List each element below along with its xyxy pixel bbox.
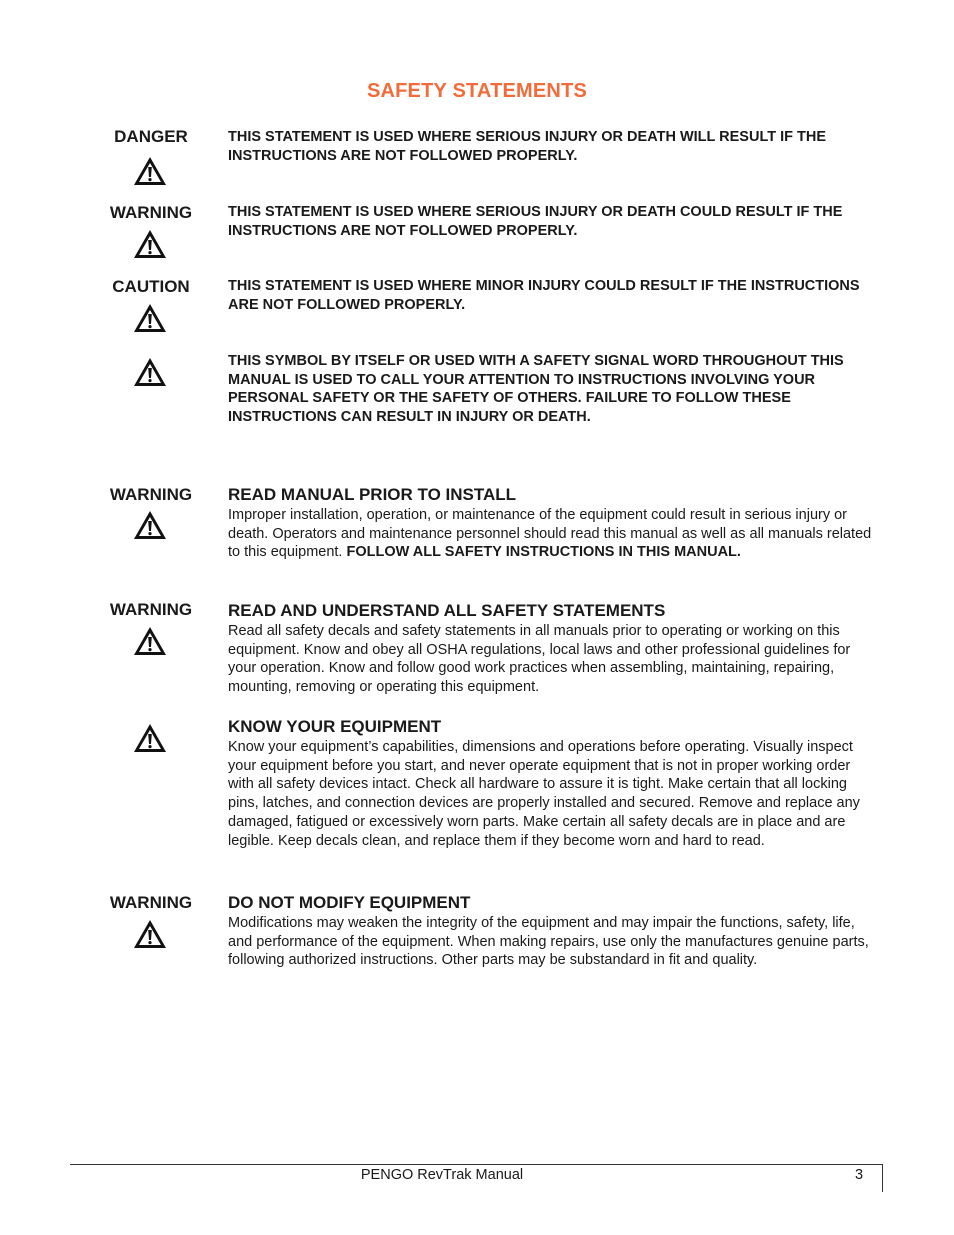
- warning-triangle-icon: [133, 303, 167, 333]
- warning-triangle-icon: [133, 229, 167, 259]
- warning-label: WARNING: [109, 203, 193, 222]
- section-warning-label: WARNING: [109, 893, 193, 912]
- page-number: 3: [855, 1167, 864, 1183]
- footer-manual-name: PENGO RevTrak Manual: [360, 1167, 524, 1183]
- warning-triangle-icon: [133, 723, 167, 753]
- warning-description: THIS STATEMENT IS USED WHERE SERIOUS INJURY OR DEATH COULD RESULT IF THE INSTRUCTIONS ARE NOT FOLLOWED PROPERLY.: [228, 204, 843, 239]
- section-title: KNOW YOUR EQUIPMENT: [228, 717, 442, 736]
- section-read-manual: [228, 485, 876, 562]
- section-title: DO NOT MODIFY EQUIPMENT: [228, 893, 471, 912]
- caution-label: CAUTION: [112, 277, 190, 296]
- section-body: Read all safety decals and safety statements in all manuals prior to operating or working on this equipment. Know and obey all OSHA regulations, local laws and other professional guidelines for your operation. Know and follow good work practices when assembling, maintaining, repairing, mounting, removing or operating this equipment.: [228, 623, 851, 696]
- section-body: Modifications may weaken the integrity of the equipment and may impair the functions, safety, life, and performance of the equipment. When making repairs, use only the manufactures genuine parts, following authorized instructions. Other parts may be substandard in fit and quality.: [228, 915, 869, 969]
- section-body-bold: FOLLOW ALL SAFETY INSTRUCTIONS IN THIS MANUAL.: [346, 544, 741, 561]
- caution-description: THIS STATEMENT IS USED WHERE MINOR INJURY COULD RESULT IF THE INSTRUCTIONS ARE NOT FOLLOWED PROPERLY.: [228, 278, 860, 313]
- danger-label: DANGER: [114, 127, 188, 146]
- danger-description: THIS STATEMENT IS USED WHERE SERIOUS INJURY OR DEATH WILL RESULT IF THE INSTRUCTIONS ARE NOT FOLLOWED PROPERLY.: [228, 129, 827, 164]
- section-title: READ MANUAL PRIOR TO INSTALL: [228, 485, 517, 504]
- section-body: [228, 506, 876, 562]
- warning-triangle-icon: [133, 510, 167, 540]
- section-know-equipment: [228, 717, 876, 850]
- warning-triangle-icon: [133, 357, 167, 387]
- warning-triangle-icon: [133, 919, 167, 949]
- page-title: SAFETY STATEMENTS: [366, 80, 588, 102]
- symbol-description: THIS SYMBOL BY ITSELF OR USED WITH A SAFETY SIGNAL WORD THROUGHOUT THIS MANUAL IS USED TO CALL YOUR ATTENTION TO INSTRUCTIONS INVOLVING YOUR PERSONAL SAFETY OR THE SAFETY OF OTHERS. FAILURE TO FOLLOW THESE INSTRUCTIONS CAN RESULT IN INJURY OR DEATH.: [228, 353, 844, 425]
- warning-triangle-icon: [133, 626, 167, 656]
- section-warning-label: WARNING: [109, 600, 193, 619]
- section-do-not-modify: [228, 893, 876, 970]
- section-body-text: Improper installation, operation, or maintenance of the equipment could result in serious injury or death. Operators and maintenance personnel should read this manual as well as all manuals related to this equipment.: [228, 507, 872, 561]
- section-title: READ AND UNDERSTAND ALL SAFETY STATEMENTS: [228, 601, 666, 620]
- section-warning-label: WARNING: [109, 485, 193, 504]
- section-body: Know your equipment’s capabilities, dimensions and operations before operating. Visually inspect your equipment before you start, and never operate equipment that is not in proper working order with all safety devices intact. Check all hardware to assure it is tight. Make certain that all locking pins, latches, and connection devices are properly installed and secured. Remove and replace any damaged, fatigued or excessively worn parts. Make certain all safety decals are in place and are legible. Keep decals clean, and replace them if they become worn and hard to read.: [228, 739, 860, 849]
- warning-triangle-icon: [133, 156, 167, 186]
- footer-divider: [70, 1164, 883, 1165]
- section-read-understand: [228, 601, 876, 697]
